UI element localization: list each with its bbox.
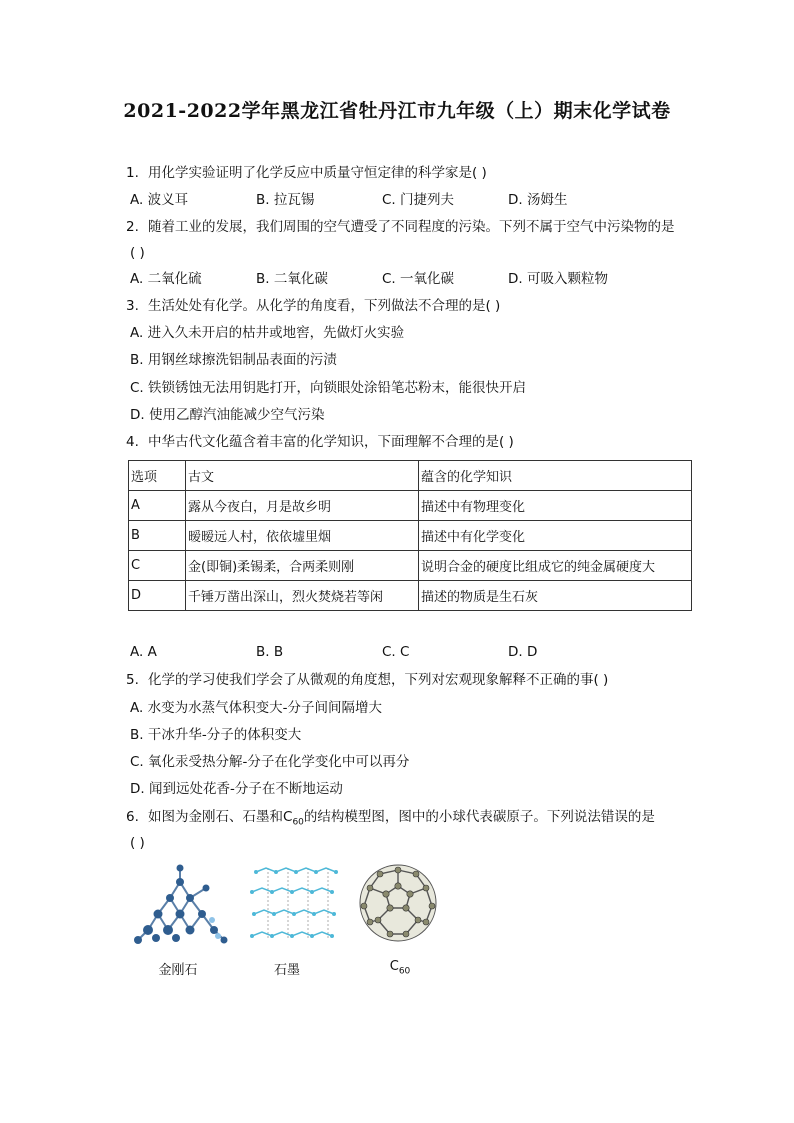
table-cell: 描述中有化学变化 [419,521,692,551]
table-cell: 露从今夜白，月是故乡明 [186,491,419,521]
table-cell: 金(即铜)柔锡柔，合两柔则刚 [186,551,419,581]
option-c: C. 门捷列夫 [382,192,455,208]
question-3 [126,297,500,315]
table-row [129,491,692,521]
option-a: A. 二氧化硫 [130,271,202,287]
question-4-options [130,643,634,661]
question-text-sub: 60 [292,817,304,828]
table-cell: B [129,521,186,551]
c60-label-base: C [389,959,399,974]
graphite-model [250,868,338,938]
question-6-paren: ( ) [130,835,145,851]
table-header-cell: 古文 [186,461,419,491]
question-2-paren: ( ) [130,245,145,261]
option-b: B. 干冰升华-分子的体积变大 [130,727,302,743]
question-text: 中华古代文化蕴含着丰富的化学知识，下面理解不合理的是( ) [148,434,514,450]
c60-model [360,865,436,941]
option-d: D. 使用乙醇汽油能减少空气污染 [130,407,325,423]
question-2-options [130,270,634,288]
table-cell: D [129,581,186,611]
option-c: C. 铁锁锈蚀无法用钥匙打开，向锁眼处涂铅笔芯粉末，能很快开启 [130,380,527,396]
table-cell: A [129,491,186,521]
table-cell: 描述的物质是生石灰 [419,581,692,611]
carbon-structures-figure [128,858,458,948]
question-1-options [130,191,634,209]
question-number: 4. [126,434,139,450]
question-text: 随着工业的发展，我们周围的空气遭受了不同程度的污染。下列不属于空气中污染物的是 [148,219,675,235]
option-a: A. 水变为水蒸气体积变大-分子间间隔增大 [130,700,382,716]
table-header-cell: 选项 [129,461,186,491]
question-text-after: 的结构模型图，图中的小球代表碳原子。下列说法错误的是 [303,809,655,825]
table-cell: 描述中有物理变化 [419,491,692,521]
question-text: 用化学实验证明了化学反应中质量守恒定律的科学家是( ) [148,165,487,181]
option-c: C. C [382,644,410,660]
question-number: 2. [126,219,139,235]
option-a: A. A [130,644,157,660]
question-number: 5. [126,672,139,688]
question-number: 3. [126,298,139,314]
option-b: B. 用钢丝球擦洗铝制品表面的污渍 [130,352,337,368]
question-4 [126,433,514,451]
option-d: D. 闻到远处花香-分子在不断地运动 [130,781,343,797]
option-a: A. 波义耳 [130,192,189,208]
option-b: B. 拉瓦锡 [256,192,315,208]
chemistry-table [128,460,692,611]
page-title: 2021-2022学年黑龙江省牡丹江市九年级（上）期末化学试卷 [123,100,671,122]
question-6 [126,808,655,832]
table-row [129,551,692,581]
question-2 [126,218,675,236]
question-number: 6. [126,809,139,825]
diamond-label: 金刚石 [158,963,198,978]
option-b: B. 二氧化碳 [256,271,328,287]
option-c: C. 一氧化碳 [382,271,455,287]
option-a: A. 进入久未开启的枯井或地窖，先做灯火实验 [130,325,405,341]
table-cell: 说明合金的硬度比组成它的纯金属硬度大 [419,551,692,581]
question-5 [126,671,608,689]
option-d: D. 可吸入颗粒物 [508,271,608,287]
table-header-cell: 蕴含的化学知识 [419,461,692,491]
question-text: 化学的学习使我们学会了从微观的角度想，下列对宏观现象解释不正确的事( ) [148,672,609,688]
graphite-label: 石墨 [273,963,300,978]
option-d: D. 汤姆生 [508,192,568,208]
diamond-model [134,865,228,945]
option-c: C. 氧化汞受热分解-分子在化学变化中可以再分 [130,754,410,770]
table-cell: C [129,551,186,581]
question-text-before: 如图为金刚石、石墨和C [148,809,293,825]
table-row [129,521,692,551]
option-d: D. D [508,644,538,660]
question-text: 生活处处有化学。从化学的角度看，下列做法不合理的是( ) [148,298,501,314]
c60-label-sub: 60 [398,966,411,977]
question-1 [126,164,487,182]
question-number: 1. [126,165,139,181]
table-row [129,581,692,611]
table-cell: 千锤万凿出深山，烈火焚烧若等闲 [186,581,419,611]
table-header-row [129,461,692,491]
table-cell: 暧暧远人村，依依墟里烟 [186,521,419,551]
option-b: B. B [256,644,284,660]
c60-label [380,959,420,977]
